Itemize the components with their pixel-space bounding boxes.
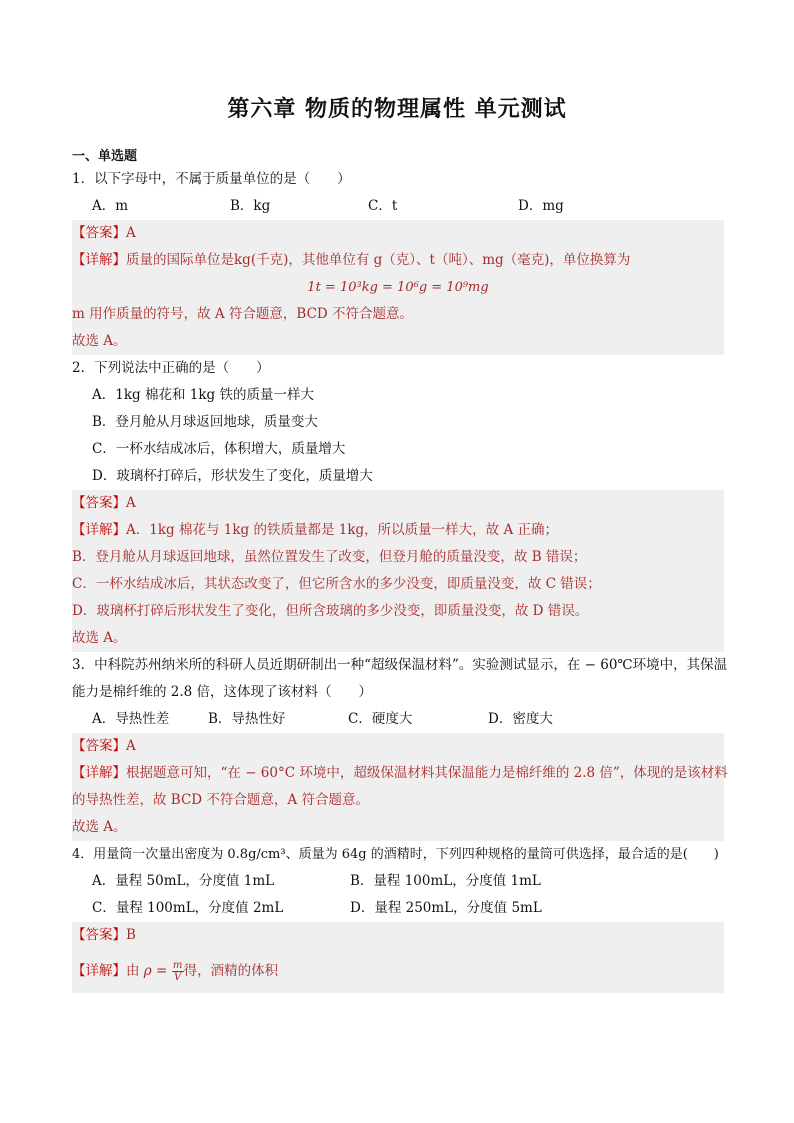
question-4-options-row-2	[72, 895, 724, 922]
option-c: C．一杯水结成冰后，体积增大，质量增大	[92, 441, 346, 457]
option-b: B．导热性好	[208, 711, 286, 727]
detail-line: D．玻璃杯打碎后形状发生了变化，但所含玻璃的多少没变，即质量没变，故 D 错误。	[72, 603, 589, 619]
answer-line	[72, 490, 724, 517]
question-3-stem: 3．中科院苏州纳米所的科研人员近期研制出一种“超级保温材料”。实验测试显示，在 − 60℃环境中，其保温	[72, 657, 728, 673]
conclusion: 故选 A。	[72, 630, 127, 646]
answer-tag: 【答案】	[72, 927, 126, 943]
detail-line: m 用作质量的符号，故 A 符合题意，BCD 不符合题意。	[72, 306, 414, 322]
detail-tag: 【详解】	[72, 252, 126, 268]
answer-value: B	[126, 927, 136, 943]
answer-line	[72, 922, 724, 949]
question-1-options	[72, 193, 724, 220]
answer-line	[72, 733, 724, 760]
question-2-answer-block	[72, 490, 724, 652]
fraction-numerator: m	[172, 960, 183, 971]
question-4	[72, 841, 724, 993]
option-d: D．玻璃杯打碎后，形状发生了变化，质量增大	[92, 468, 373, 484]
detail-line	[72, 517, 724, 544]
question-1-stem: 1．以下字母中，不属于质量单位的是（ ）	[72, 171, 351, 187]
question-2-stem: 2．下列说法中正确的是（ ）	[72, 360, 270, 376]
option-a: A．导热性差	[92, 711, 170, 727]
detail-tag: 【详解】	[72, 522, 126, 538]
detail-suffix: 得，酒精的体积	[183, 963, 279, 979]
question-2	[72, 355, 724, 652]
answer-value: A	[126, 225, 136, 241]
detail-line	[72, 949, 724, 993]
option-d: D．量程 250mL，分度值 5mL	[350, 900, 542, 916]
question-3	[72, 652, 728, 841]
option-b: B．kg	[230, 198, 271, 214]
question-4-options-row-1	[72, 868, 724, 895]
fraction-denominator: V	[174, 972, 182, 983]
conclusion: 故选 A。	[72, 819, 127, 835]
answer-tag: 【答案】	[72, 495, 126, 511]
answer-tag: 【答案】	[72, 738, 126, 754]
answer-line	[72, 220, 724, 247]
detail-text: 质量的国际单位是kg(千克)，其他单位有 g（克）、t（吨）、mg（毫克)，单位换算为	[126, 252, 631, 268]
detail-text: 根据题意可知，“在 − 60°C 环境中，超级保温材料其保温能力是棉纤维的 2.8 倍”，体现的是该材料	[126, 765, 728, 781]
option-d: D．mg	[518, 198, 564, 214]
question-3-options	[72, 706, 724, 733]
option-a: A．1kg 棉花和 1kg 铁的质量一样大	[92, 387, 314, 403]
detail-line	[72, 760, 728, 787]
question-4-answer-block	[72, 922, 724, 993]
option-c: C．量程 100mL，分度值 2mL	[92, 900, 284, 916]
option-b: B．登月舱从月球返回地球，质量变大	[92, 414, 318, 430]
option-d: D．密度大	[488, 711, 553, 727]
detail-text: A．1kg 棉花与 1kg 的铁质量都是 1kg，所以质量一样大，故 A 正确；	[126, 522, 558, 538]
conclusion: 故选 A。	[72, 333, 127, 349]
question-1-answer-block	[72, 220, 724, 355]
detail-line	[72, 247, 724, 274]
option-a: A．m	[92, 198, 129, 214]
option-c: C．t	[368, 198, 398, 214]
density-fraction	[172, 960, 184, 983]
question-3-answer-block	[72, 733, 728, 841]
page-title: 第六章 物质的物理属性 单元测试	[227, 97, 567, 122]
question-4-stem: 4．用量筒一次量出密度为 0.8g/cm³、质量为 64g 的酒精时，下列四种规格的量筒可供选择，最合适的是( )	[72, 847, 719, 862]
option-a: A．量程 50mL，分度值 1mL	[92, 873, 275, 889]
rho-symbol: ρ =	[143, 963, 168, 979]
document-body	[72, 148, 728, 993]
option-c: C．硬度大	[348, 711, 413, 727]
question-3-stem-cont: 能力是棉纤维的 2.8 倍，这体现了该材料（ ）	[72, 684, 373, 700]
answer-value: A	[126, 738, 136, 754]
section-heading: 一、单选题	[72, 149, 138, 164]
answer-value: A	[126, 495, 136, 511]
answer-tag: 【答案】	[72, 225, 126, 241]
question-1	[72, 166, 724, 355]
option-b: B．量程 100mL，分度值 1mL	[350, 873, 541, 889]
detail-tag: 【详解】	[72, 963, 126, 979]
detail-line: 的导热性差，故 BCD 不符合题意，A 符合题意。	[72, 792, 369, 808]
unit-formula: 1t = 10³kg = 10⁶g = 10⁹mg	[307, 280, 489, 295]
detail-tag: 【详解】	[72, 765, 126, 781]
detail-line: C．一杯水结成冰后，其状态改变了，但它所含水的多少没变，即质量没变，故 C 错误；	[72, 576, 601, 592]
detail-prefix: 由	[126, 963, 140, 979]
detail-line: B．登月舱从月球返回地球，虽然位置发生了改变，但登月舱的质量没变，故 B 错误；	[72, 549, 587, 565]
